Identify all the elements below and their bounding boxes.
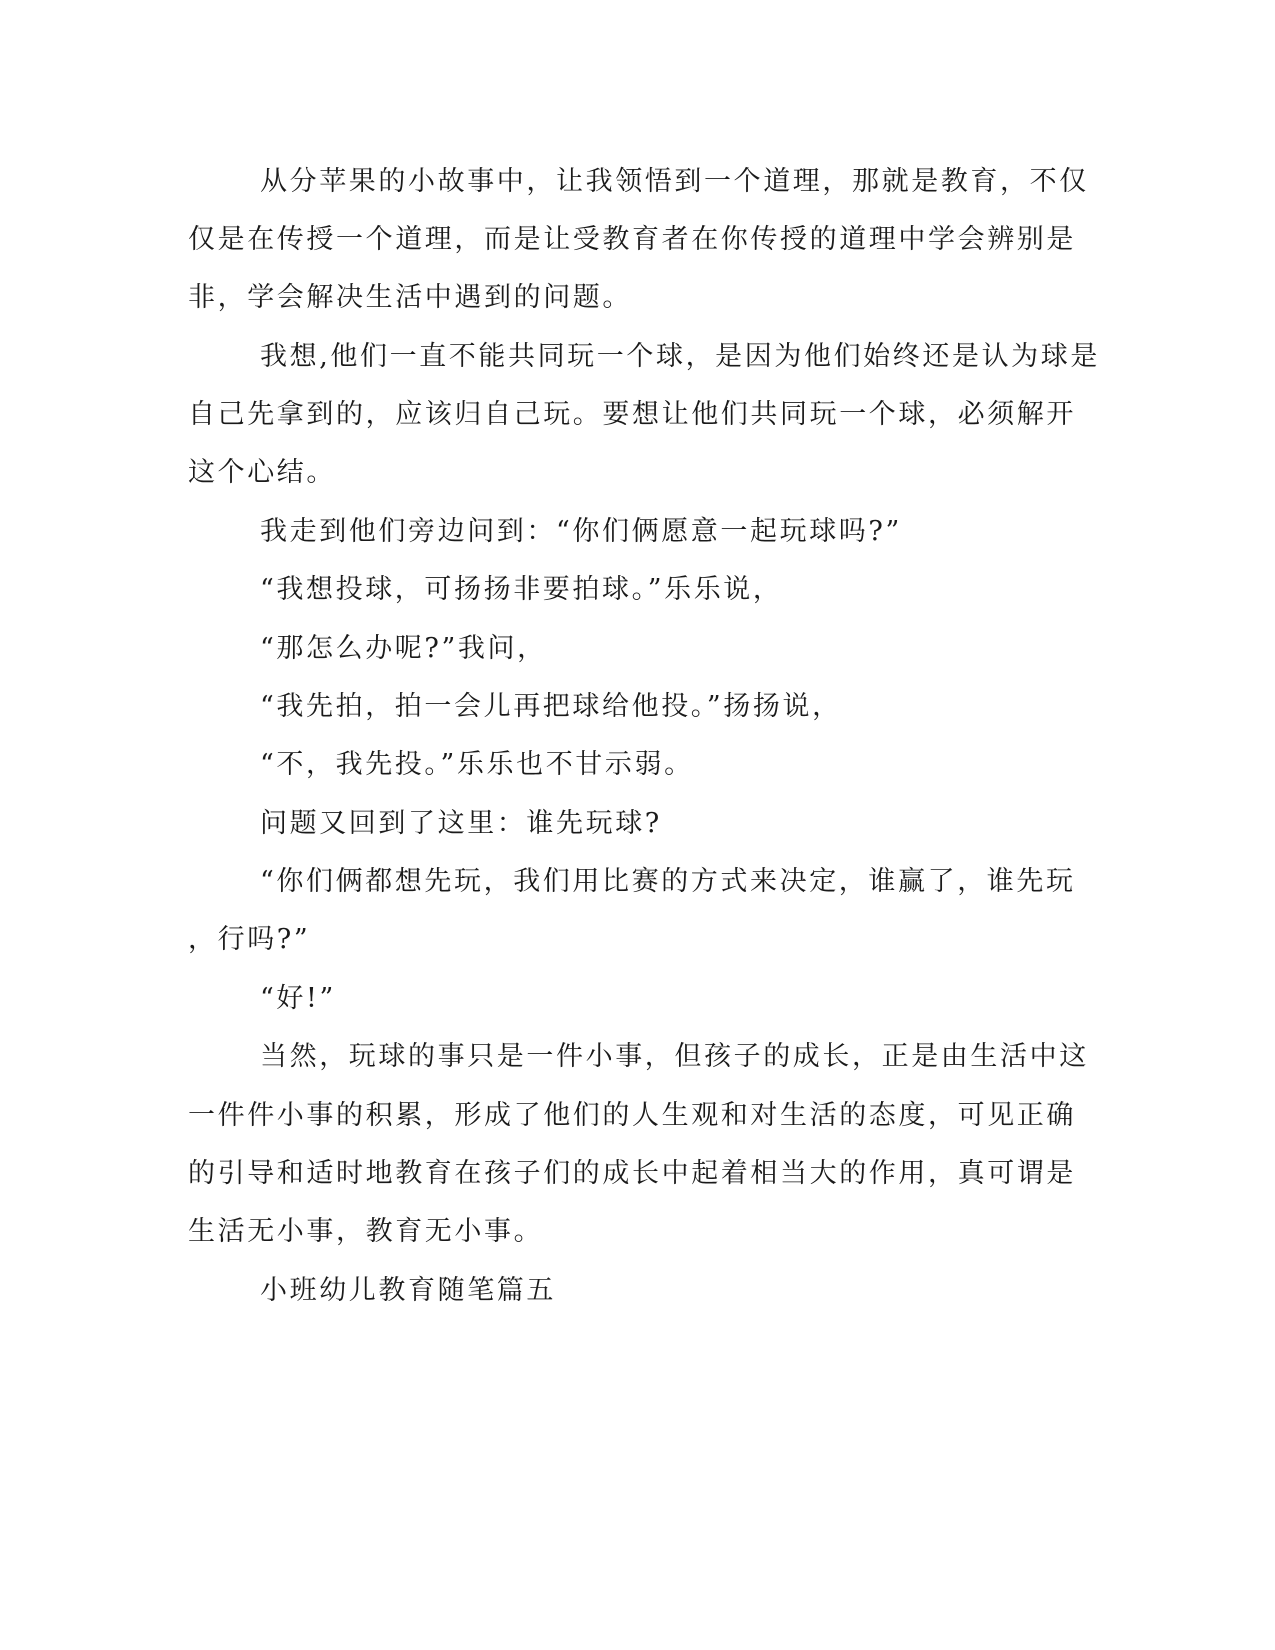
dialogue-line-4: “我先拍，拍一会儿再把球给他投。”扬扬说，	[260, 691, 842, 722]
paragraph-1-line-1: 从分苹果的小故事中，让我领悟到一个道理，那就是教育，不仅	[260, 166, 1089, 197]
dialogue-line-5: “不，我先投。”乐乐也不甘示弱。	[260, 749, 694, 780]
paragraph-2-line-2: 自己先拿到的，应该归自己玩。要想让他们共同玩一个球，必须解开	[188, 399, 1076, 430]
dialogue-line-3: “那怎么办呢?”我问，	[260, 633, 547, 664]
dialogue-line-7: “你们俩都想先玩，我们用比赛的方式来决定，谁赢了，谁先玩	[260, 866, 1076, 897]
dialogue-line-7-cont: ，行吗?”	[188, 924, 311, 955]
dialogue-line-6: 问题又回到了这里：谁先玩球?	[260, 808, 662, 839]
dialogue-line-2: “我想投球，可扬扬非要拍球。”乐乐说，	[260, 574, 783, 605]
paragraph-1-line-2: 仅是在传授一个道理，而是让受教育者在你传授的道理中学会辨别是	[188, 224, 1076, 255]
section-heading: 小班幼儿教育随笔篇五	[260, 1275, 556, 1306]
dialogue-line-8: “好!”	[260, 983, 336, 1014]
paragraph-2-line-1: 我想,他们一直不能共同玩一个球，是因为他们始终还是认为球是	[260, 341, 1100, 372]
paragraph-3-line-3: 的引导和适时地教育在孩子们的成长中起着相当大的作用，真可谓是	[188, 1158, 1076, 1189]
paragraph-3-line-1: 当然，玩球的事只是一件小事，但孩子的成长，正是由生活中这	[260, 1041, 1089, 1072]
dialogue-line-1: 我走到他们旁边问到：“你们俩愿意一起玩球吗?”	[260, 516, 902, 547]
paragraph-3-line-2: 一件件小事的积累，形成了他们的人生观和对生活的态度，可见正确	[188, 1100, 1076, 1131]
paragraph-3-line-4: 生活无小事，教育无小事。	[188, 1216, 544, 1247]
paragraph-1-line-3: 非，学会解决生活中遇到的问题。	[188, 282, 632, 313]
paragraph-2-line-3: 这个心结。	[188, 457, 336, 488]
